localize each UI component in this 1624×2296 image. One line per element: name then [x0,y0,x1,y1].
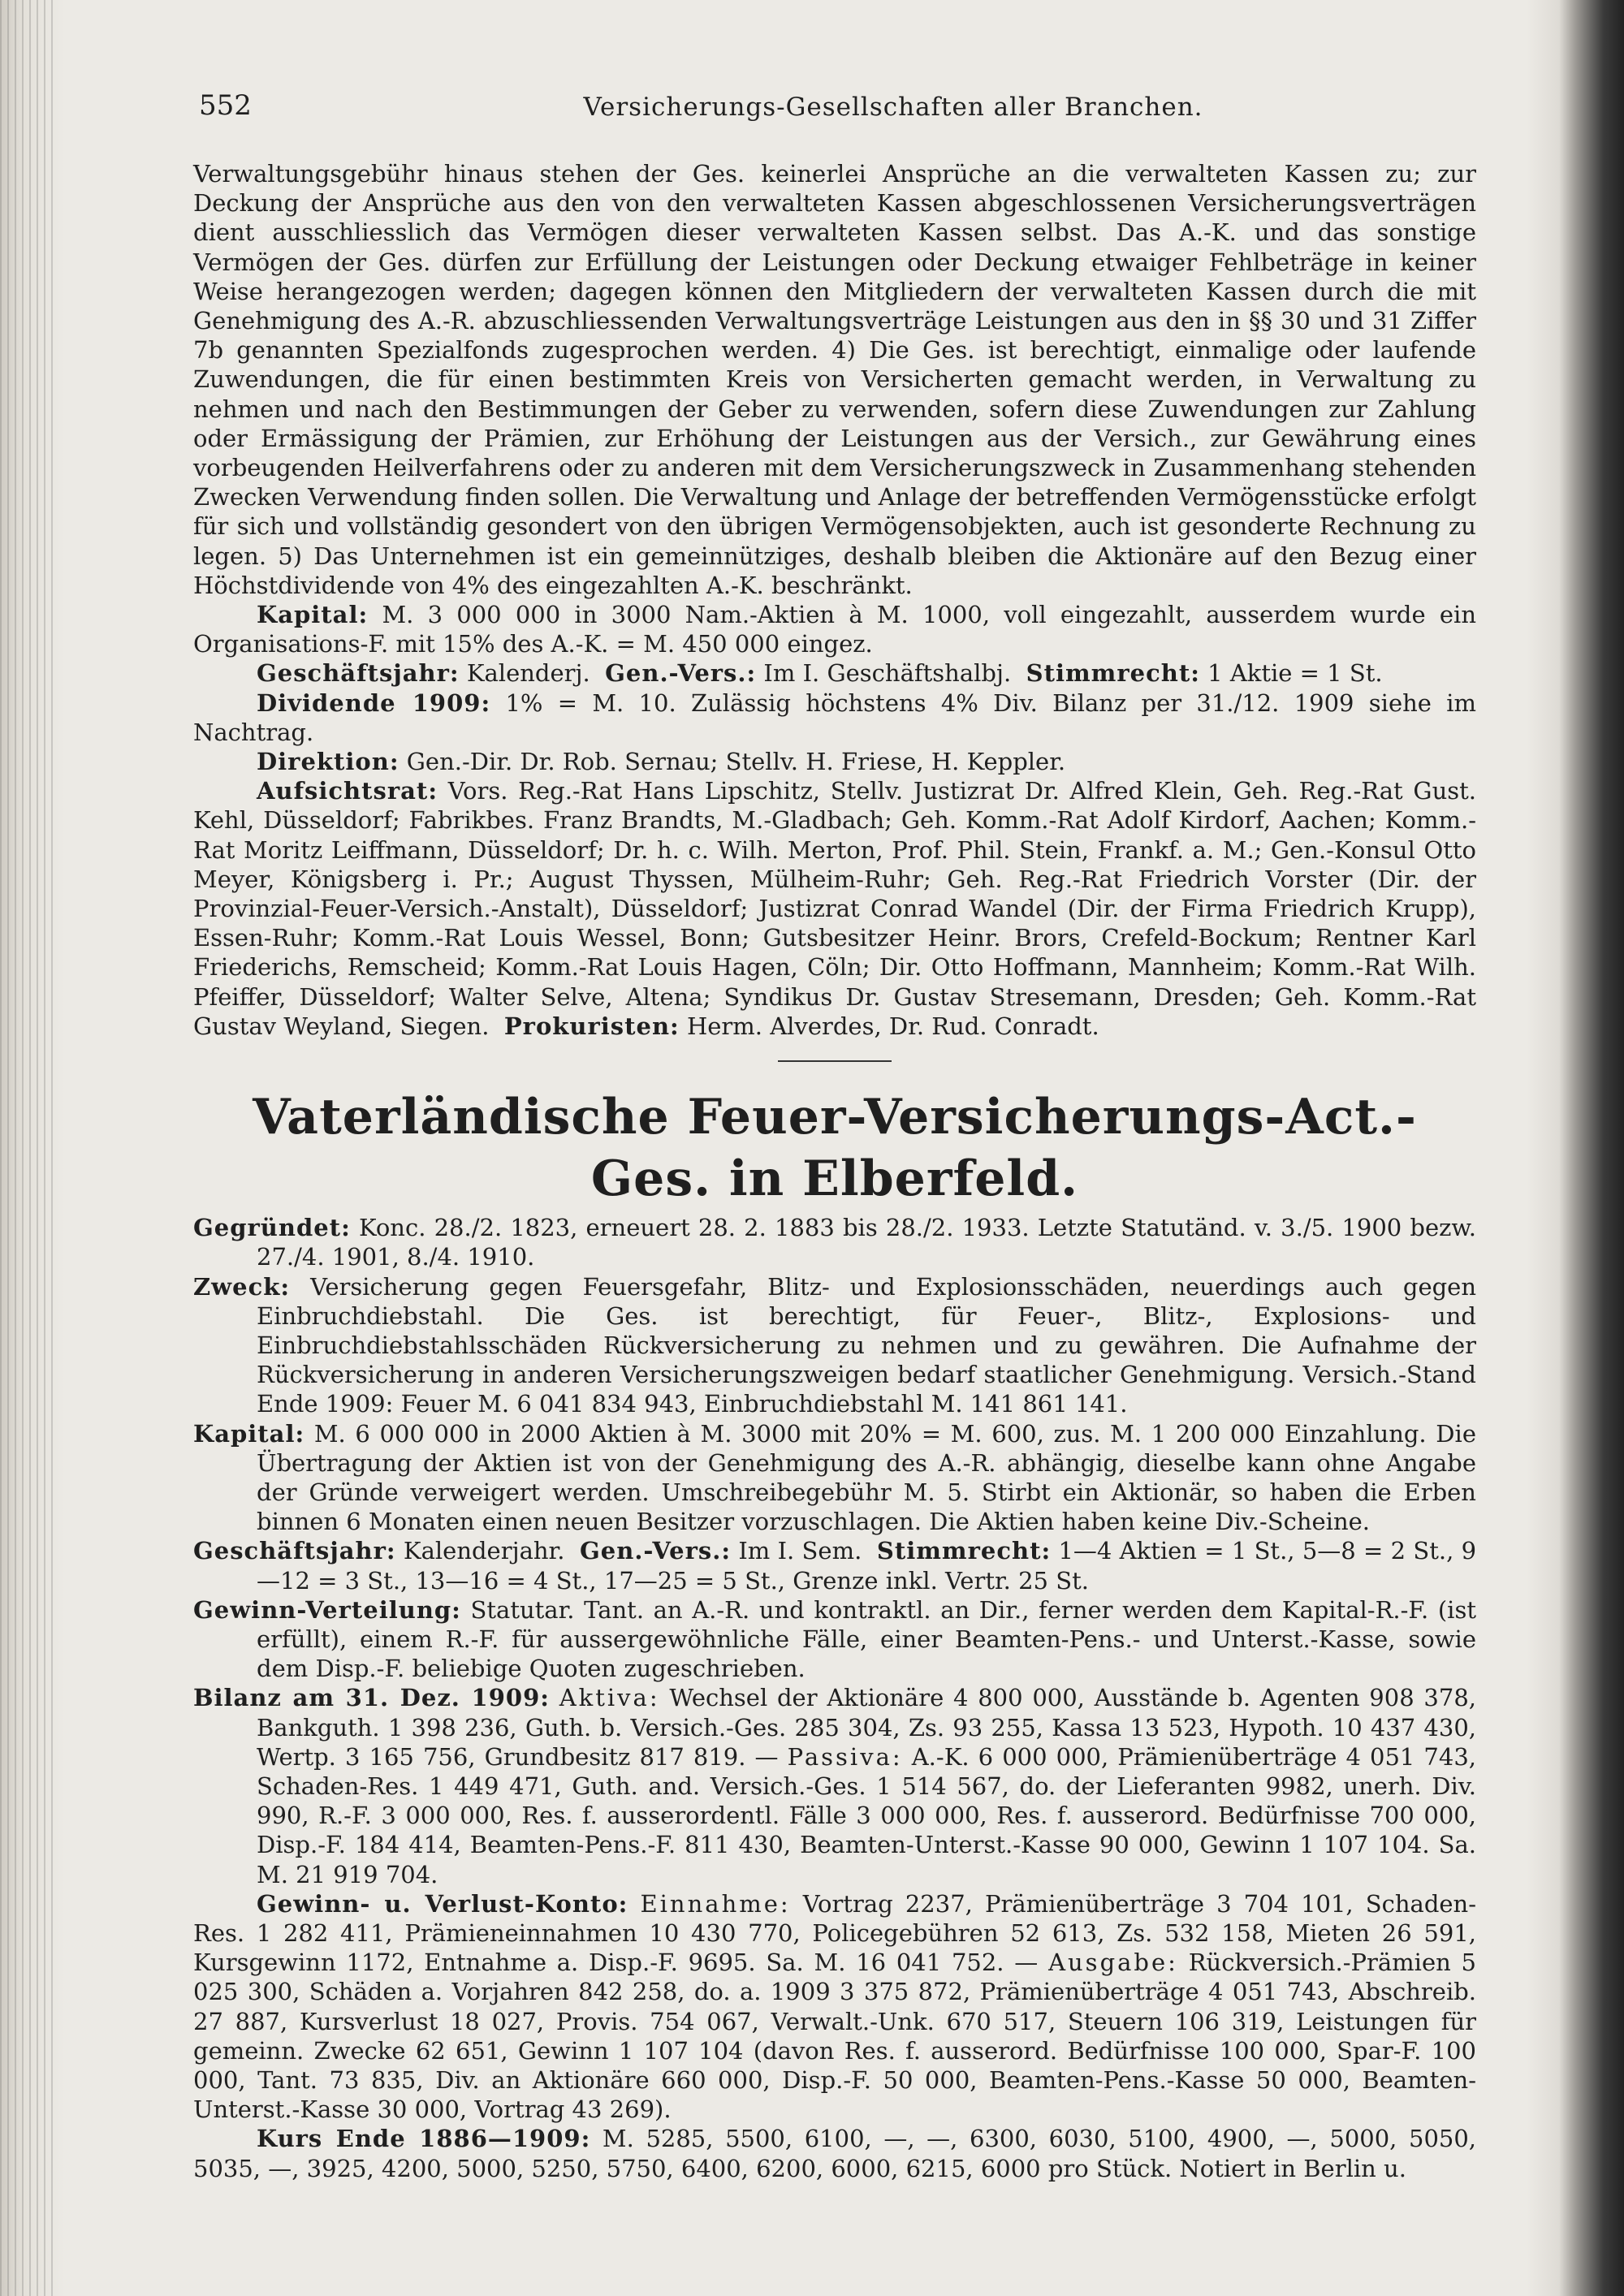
company1-div-text: 1% = M. 10. Zulässig höchstens 4% Div. Bilanz per 31./12. 1909 siehe im Nachtrag. [193,688,1477,746]
company1-prok-label: Prokuristen: [503,1012,680,1040]
running-title: Versicherungs-Gesellschaften aller Branchen. [583,93,1203,122]
company1-intro: Verwaltungsgebühr hinaus stehen der Ges. keinerlei Ansprüche an die verwalteten Kassen zu; zur Deckung der Ansprüche aus den von den verwalteten Kassen abgeschlossenen Versicherungsverträgen dient ausschliesslich das Vermögen dieser verwalteten Kassen selbst. Das A.-K. und das sonstige Vermögen der Ges. dürfen zur Erfüllung der Leistungen oder Deckung etwaiger Fehlbeträge in keiner Weise herangezogen werden; dagegen können den Mitgliedern der verwalteten Kassen durch die mit Genehmigung des A.-R. abzuschliessenden Verwaltungsverträge Leistungen aus den in §§ 30 und 31 Ziffer 7b genannten Spezialfonds zugesprochen werden. 4) Die Ges. ist berechtigt, einmalige oder laufende Zuwendungen, die für einen bestimmten Kreis von Versicherten gemacht werden, in Verwaltung zu nehmen und nach den Bestimmungen der Geber zu verwenden, sofern diese Zuwendungen zur Zahlung oder Ermässigung der Prämien, zur Erhöhung der Leistungen aus der Versich., zur Gewährung eines vorbeugenden Heilverfahrens oder zu anderen mit dem Versicherungszweck in Zusammenhang stehenden Zwecken Verwendung finden sollen. Die Verwaltung und Anlage der betreffenden Vermögensstücke erfolgt für sich und vollständig gesondert von den übrigen Vermögensobjekten, auch ist gesonderte Rechnung zu legen. 5) Das Unternehmen ist ein gemeinnütziges, deshalb bleiben die Aktionäre auf den Bezug einer Höchstdividende von 4% des eingezahlten A.-K. beschränkt. [193,160,1476,599]
section-divider [778,1060,892,1062]
company2-zweck-text: Versicherung gegen Feuersgefahr, Blitz- und Explosionsschäden, neuerdings auch gegen Einbruchdiebstahl. Die Ges. ist berechtigt, für Feuer-, Blitz-, Explosions- und Einbruchdiebstahlsschäden Rückversicherung zu nehmen und zu gewähren. Die Aufnahme der Rückversicherung in anderen Versicherungszweigen bedarf staatlicher Genehmigung. Versich.-Stand Ende 1909: Feuer M. 6 041 834 943, Einbruchdiebstahl M. 141 861 141. [257,1272,1477,1418]
company1-kapital [193,600,1476,658]
company1-dir-text: Gen.-Dir. Dr. Rob. Sernau; Stellv. H. Friese, H. Keppler. [406,748,1066,776]
company1-gv-label: Gen.-Vers.: [605,659,757,688]
company1-st-text: 1 Aktie = 1 St. [1207,659,1383,688]
company2-gegr-text: Konc. 28./2. 1823, erneuert 28. 2. 1883 bis 28./2. 1933. Letzte Statutänd. v. 3./5. 1900 bezw. 27./4. 1901, 8./4. 1910. [257,1214,1477,1271]
company2-title: Vaterländische Feuer-Versicherungs-Act.-Ges. in Elberfeld. [253,1089,1417,1208]
company1-gj-line [193,658,1476,688]
company2-kurs [193,2124,1476,2182]
company1-div-label: Dividende 1909: [257,688,491,717]
company1-ar-label: Aufsichtsrat: [257,777,438,805]
company2-einnahme-label: Einnahme: [640,1889,791,1918]
company2-gv-label: Gen.-Vers.: [580,1537,732,1565]
company1-gv-text: Im I. Geschäftshalbj. [763,659,1012,688]
company1-dividende [193,688,1476,747]
company1-kapital-label: Kapital: [257,601,369,629]
company1-gj-text: Kalenderj. [466,659,590,688]
company2-ausgabe-text: Rückversich.-Prämien 5 025 300, Schäden a. Vorjahren 842 258, do. a. 1909 3 375 872, Prämienüberträge 4 051 743, Abschreib. 27 887, Kursverlust 18 027, Provis. 754 067, Verwalt.-Unk. 670 517, Steuern 106 319, Leistungen für gemeinn. Zwecke 62 651, Gewinn 1 107 104 (davon Res. f. ausserord. Bedürfnisse 100 000, Spar-F. 100 000, Tant. 73 835, Div. an Aktionäre 660 000, Disp.-F. 50 000, Beamten-Pens.-Kasse 50 000, Beamten-Unterst.-Kasse 30 000, Vortrag 43 269). [193,1949,1477,2124]
company1-section [193,159,1476,2183]
company1-prok-text: Herm. Alverdes, Dr. Rud. Conradt. [686,1012,1099,1040]
company2-gv-konto-label: Gewinn- u. Verlust-Konto: [257,1889,628,1918]
company2-gj-text: Kalenderjahr. [403,1537,565,1565]
company2-bilanz-label: Bilanz am 31. Dez. 1909: [193,1684,550,1712]
company2-ausgabe-label: Ausgabe: [1048,1949,1178,1977]
company1-kapital-text: M. 3 000 000 in 3000 Nam.-Aktien à M. 1000, voll eingezahlt, ausserdem wurde ein Organisations-F. mit 15% des A.-K. = M. 450 000 eingez. [193,601,1477,658]
company2-einnahme-text: Vortrag 2237, Prämienüberträge 3 704 101, Schaden-Res. 1 282 411, Prämieneinnahmen 10 430 770, Policegebühren 52 613, Zs. 532 158, Mieten 26 591, Kursgewinn 1172, Entnahme a. Disp.-F. 9695. Sa. M. 16 041 752. — [193,1889,1477,1977]
company2-kurs-label: Kurs Ende 1886—1909: [257,2125,591,2153]
company2-st-text: 1—4 Aktien = 1 St., 5—8 = 2 St., 9—12 = 3 St., 13—16 = 4 St., 17—25 = 5 St., Grenze inkl. Vertr. 25 St. [257,1537,1477,1595]
company2-gegr-label: Gegründet: [193,1214,351,1242]
company2-kurs-text: M. 5285, 5500, 6100, —, —, 6300, 6030, 5100, 4900, —, 5000, 5050, 5035, —, 3925, 4200, 5000, 5250, 5750, 6400, 6200, 6000, 6215, 6000 pro Stück. Notiert in Berlin u. [193,2125,1477,2182]
company1-st-label: Stimmrecht: [1026,659,1200,688]
company2-aktiva-text: Wechsel der Aktionäre 4 800 000, Ausstände b. Agenten 908 378, Bankguth. 1 398 236, Guth. b. Versich.-Ges. 285 304, Zs. 93 255, Kassa 13 523, Hypoth. 10 437 430, Wertp. 3 165 756, Grundbesitz 817 819. — [257,1684,1476,1771]
company1-dir-label: Direktion: [257,748,400,776]
book-binding-edge [0,0,57,2296]
company2-passiva-text: A.-K. 6 000 000, Prämienüberträge 4 051 743, Schaden-Res. 1 449 471, Guth. and. Versich.-Ges. 1 514 567, do. der Lieferanten 9982, unerh. Div. 990, R.-F. 3 000 000, Res. f. ausserordentl. Fälle 3 000 000, Res. f. ausserord. Bedürfnisse 700 000, Disp.-F. 184 414, Beamten-Pens.-F. 811 430, Beamten-Unterst.-Kasse 90 000, Gewinn 1 107 104. Sa. M. 21 919 704. [257,1742,1476,1888]
company1-aufsichtsrat [193,776,1476,1041]
company2-gegruendet [193,1213,1476,1271]
company2-bilanz [193,1683,1476,1888]
company2-zweck-label: Zweck: [193,1272,291,1301]
company2-zweck [193,1272,1476,1419]
company2-gewinn-verteilung [193,1595,1476,1684]
company1-ar-text: Vors. Reg.-Rat Hans Lipschitz, Stellv. Justizrat Dr. Alfred Klein, Geh. Reg.-Rat Gust. Kehl, Düsseldorf; Fabrikbes. Franz Brandts, M.-Gladbach; Geh. Komm.-Rat Adolf Kirdorf, Aachen; Komm.-Rat Moritz Leiffmann, Düsseldorf; Dr. h. c. Wilh. Merton, Prof. Phil. Stein, Frankf. a. M.; Gen.-Konsul Otto Meyer, Königsberg i. Pr.; August Thyssen, Mülheim-Ruhr; Geh. Reg.-Rat Friedrich Vorster (Dir. der Provinzial-Feuer-Versich.-Anstalt), Düsseldorf; Justizrat Conrad Wandel (Dir. der Firma Friedrich Krupp), Essen-Ruhr; Komm.-Rat Louis Wessel, Bonn; Gutsbesitzer Heinr. Brors, Crefeld-Bockum; Rentner Karl Friederichs, Remscheid; Komm.-Rat Louis Hagen, Cöln; Dir. Otto Hoffmann, Mannheim; Komm.-Rat Wilh. Pfeiffer, Düsseldorf; Walter Selve, Altena; Syndikus Dr. Gustav Stresemann, Dresden; Geh. Komm.-Rat Gustav Weyland, Siegen. [193,777,1477,1040]
company2-kapital-text: M. 6 000 000 in 2000 Aktien à M. 3000 mit 20% = M. 600, zus. M. 1 200 000 Einzahlung. Die Übertragung der Aktien ist von der Genehmigung des A.-R. abhängig, dieselbe kann ohne Angabe der Gründe verweigert werden. Umschreibegebühr M. 5. Stirbt ein Aktionär, so haben die Erben binnen 6 Monaten einen neuen Besitzer vorzuschlagen. Die Aktien haben keine Div.-Scheine. [257,1419,1476,1536]
company2-st-label: Stimmrecht: [876,1537,1052,1565]
company2-kapital-label: Kapital: [193,1419,305,1448]
company2-gv-text: Im I. Sem. [738,1537,862,1565]
company2-gj-label: Geschäftsjahr: [193,1537,396,1565]
company2-gewv-text: Statutar. Tant. an A.-R. und kontraktl. an Dir., ferner werden dem Kapital-R.-F. (ist erfüllt), einem R.-F. für aussergewöhnliche Fälle, einer Beamten-Pens.- und Unterst.-Kasse, sowie dem Disp.-F. beliebige Quoten zugeschrieben. [257,1595,1476,1683]
company2-gewv-label: Gewinn-Verteilung: [193,1595,461,1624]
page-number: 552 [199,89,252,122]
company1-direktion [193,747,1476,776]
company2-aktiva-label: Aktiva: [559,1684,660,1712]
company2-gv-konto [193,1889,1476,2125]
company2-gj-line [193,1536,1476,1595]
company1-gj-label: Geschäftsjahr: [257,659,460,688]
page-header [199,89,1474,132]
company2-kapital [193,1419,1476,1537]
company2-passiva-label: Passiva: [787,1742,903,1771]
